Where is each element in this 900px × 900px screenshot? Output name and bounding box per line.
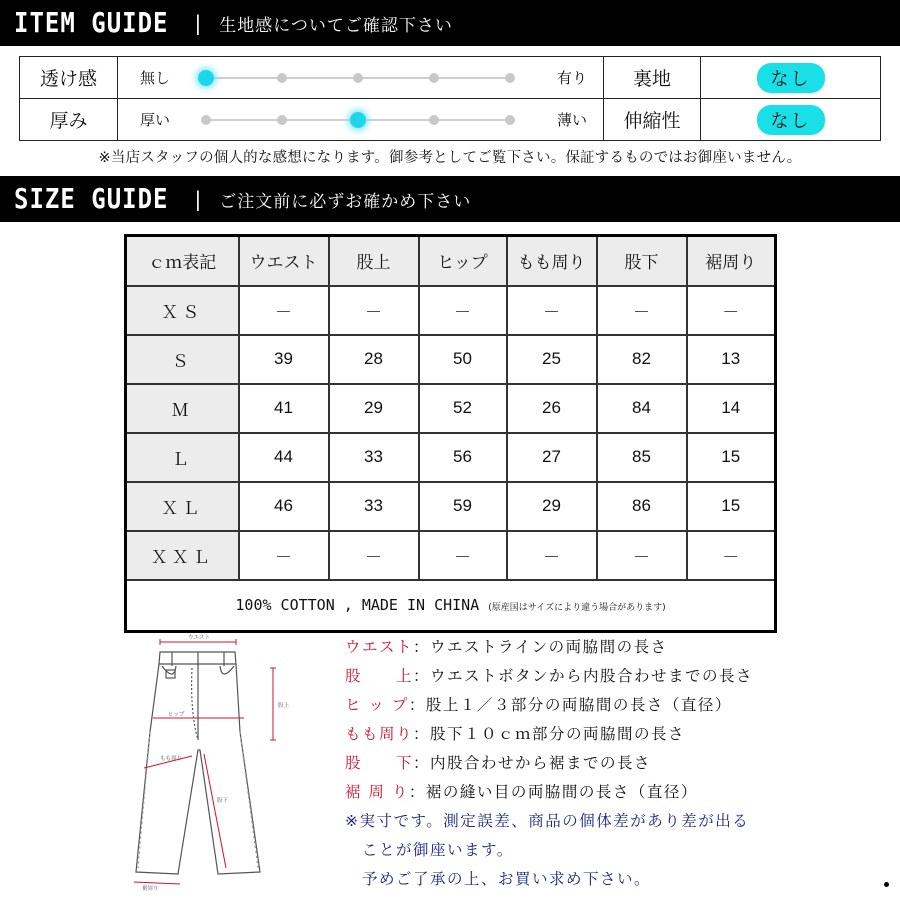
value-cell: 84: [597, 384, 687, 433]
scale-right-label: 有り: [556, 69, 587, 87]
lining-value-badge: なし: [757, 63, 825, 93]
legend-sep: ：: [408, 783, 426, 801]
stretch-value-badge: なし: [757, 105, 825, 135]
size-guide-subtitle: ご注文前に必ずお確かめ下さい: [219, 191, 472, 212]
pants-diagram: [120, 632, 300, 894]
value-cell: 56: [419, 433, 507, 482]
value-cell: 46: [239, 482, 329, 531]
material-text: 100% COTTON , MADE IN CHINA: [235, 596, 480, 615]
legend-key: ウエスト: [345, 638, 414, 656]
size-cell: ＸＸＬ: [126, 531, 239, 580]
header-cell-hip: ヒップ: [419, 236, 507, 286]
size-cell: ＸＬ: [126, 482, 239, 531]
fabric-row-transparency: [20, 57, 881, 99]
header-cell-waist: ウエスト: [239, 236, 329, 286]
scale-left-label: 厚い: [140, 111, 171, 129]
legend-key: 股 下: [345, 754, 414, 772]
legend-row: [345, 662, 805, 691]
warning-line: ことが御座います。: [362, 841, 514, 859]
item-guide-separator: |: [194, 11, 202, 35]
table-row: [126, 531, 776, 580]
size-cell: Ｌ: [126, 433, 239, 482]
scale-dot: [198, 70, 214, 86]
value-cell: 29: [329, 384, 419, 433]
item-guide-title: ITEM GUIDE: [14, 6, 169, 40]
item-guide-header: [0, 0, 900, 46]
fabric-label: 厚み: [20, 99, 118, 141]
legend-sep: ：: [413, 667, 431, 685]
legend-sep: ：: [408, 696, 426, 714]
size-table: [124, 234, 777, 633]
table-row: [126, 335, 776, 384]
item-guide-subtitle: 生地感についてご確認下さい: [219, 15, 453, 36]
legend-sep: ：: [413, 638, 431, 656]
scale-dot: [353, 73, 363, 83]
size-cell: Ｓ: [126, 335, 239, 384]
value-cell: －: [419, 286, 507, 335]
material-row: [126, 580, 776, 632]
value-cell: 44: [239, 433, 329, 482]
legend-text: 裾の縫い目の両脇間の長さ（直径）: [425, 783, 698, 801]
value-cell: 52: [419, 384, 507, 433]
lining-label: 裏地: [604, 57, 701, 99]
value-cell: 86: [597, 482, 687, 531]
value-cell: －: [239, 531, 329, 580]
diagram-label-thigh: もも周り: [160, 756, 183, 762]
lining-value-cell: [701, 57, 881, 99]
legend-text: 股上１／３部分の両脇間の長さ（直径）: [425, 696, 732, 714]
warning-line: ※実寸です。測定誤差、商品の個体差があり差が出る: [345, 812, 750, 830]
value-cell: 39: [239, 335, 329, 384]
value-cell: －: [687, 531, 776, 580]
fabric-scale: [118, 99, 604, 141]
fabric-row-thickness: [20, 99, 881, 141]
legend-text: 内股合わせから裾までの長さ: [430, 754, 652, 772]
stretch-label: 伸縮性: [604, 99, 701, 141]
value-cell: 15: [687, 433, 776, 482]
value-cell: 15: [687, 482, 776, 531]
diagram-label-inseam: 股下: [217, 798, 229, 804]
scale-dot: [505, 115, 515, 125]
legend-key: もも周り: [345, 725, 414, 743]
disclaimer-text: ※当店スタッフの個人的な感想になります。御参考としてご覧下さい。保証するものではお御座いません。: [98, 150, 802, 166]
value-cell: －: [329, 531, 419, 580]
value-cell: 59: [419, 482, 507, 531]
scale-dot: [350, 112, 366, 128]
scale-dot: [429, 115, 439, 125]
scale-track-area: [118, 99, 603, 140]
scale-dot: [201, 115, 211, 125]
scale-right-label: 薄い: [556, 111, 587, 129]
diagram-label-hip: ヒップ: [168, 712, 185, 718]
legend-text: ウエストボタンから内股合わせまでの長さ: [430, 667, 754, 685]
legend-text: ウエストラインの両脇間の長さ: [430, 638, 668, 656]
legend-sep: ：: [413, 754, 431, 772]
value-cell: －: [419, 531, 507, 580]
value-cell: －: [507, 531, 597, 580]
size-table-header-row: [126, 236, 776, 286]
value-cell: 50: [419, 335, 507, 384]
diagram-label-rise: 股上: [278, 703, 290, 709]
fabric-feel-table: [19, 56, 881, 141]
legend-row: [345, 749, 805, 778]
value-cell: －: [597, 286, 687, 335]
diagram-label-hem: 裾周り: [142, 886, 159, 892]
table-row: [126, 482, 776, 531]
legend-row: [345, 691, 805, 720]
scale-track-area: [118, 57, 603, 98]
material-cell: [126, 580, 776, 632]
value-cell: 33: [329, 482, 419, 531]
size-cell: Ｍ: [126, 384, 239, 433]
value-cell: －: [239, 286, 329, 335]
header-cell-inseam: 股下: [597, 236, 687, 286]
value-cell: －: [687, 286, 776, 335]
legend-key: 裾 周 り: [345, 783, 409, 801]
scale-dot: [277, 115, 287, 125]
diagram-label-waist: ウエスト: [188, 635, 211, 641]
value-cell: 27: [507, 433, 597, 482]
table-row: [126, 384, 776, 433]
value-cell: 82: [597, 335, 687, 384]
scale-dot: [277, 73, 287, 83]
material-note: (原産国はサイズにより違う場合があります): [488, 603, 666, 614]
scale-dot: [429, 73, 439, 83]
legend-key: 股 上: [345, 667, 414, 685]
value-cell: 13: [687, 335, 776, 384]
header-cell-rise: 股上: [329, 236, 419, 286]
stretch-value-cell: [701, 99, 881, 141]
value-cell: 28: [329, 335, 419, 384]
warning-line: 予めご了承の上、お買い求め下さい。: [362, 870, 652, 888]
legend-key: ヒ ッ プ: [345, 696, 409, 714]
value-cell: 33: [329, 433, 419, 482]
value-cell: 41: [239, 384, 329, 433]
decorative-dot: [884, 882, 889, 887]
table-row: [126, 433, 776, 482]
header-cell-unit: ｃｍ表記: [126, 236, 239, 286]
measurement-legend: [345, 633, 805, 894]
table-row: [126, 286, 776, 335]
value-cell: －: [329, 286, 419, 335]
legend-sep: ：: [413, 725, 431, 743]
header-cell-thigh: もも周り: [507, 236, 597, 286]
scale-left-label: 無し: [140, 69, 171, 87]
value-cell: 25: [507, 335, 597, 384]
header-cell-hem: 裾周り: [687, 236, 776, 286]
value-cell: －: [597, 531, 687, 580]
value-cell: 85: [597, 433, 687, 482]
legend-row: [345, 778, 805, 807]
scale-dot: [505, 73, 515, 83]
legend-row: [345, 633, 805, 662]
legend-text: 股下１０ｃｍ部分の両脇間の長さ: [430, 725, 686, 743]
size-cell: ＸＳ: [126, 286, 239, 335]
fabric-scale: [118, 57, 604, 99]
value-cell: －: [507, 286, 597, 335]
value-cell: 26: [507, 384, 597, 433]
legend-row: [345, 720, 805, 749]
size-guide-title: SIZE GUIDE: [14, 182, 169, 216]
value-cell: 14: [687, 384, 776, 433]
size-guide-header: [0, 176, 900, 222]
size-guide-separator: |: [194, 187, 202, 211]
fabric-label: 透け感: [20, 57, 118, 99]
value-cell: 29: [507, 482, 597, 531]
pants-illustration: [120, 632, 300, 894]
